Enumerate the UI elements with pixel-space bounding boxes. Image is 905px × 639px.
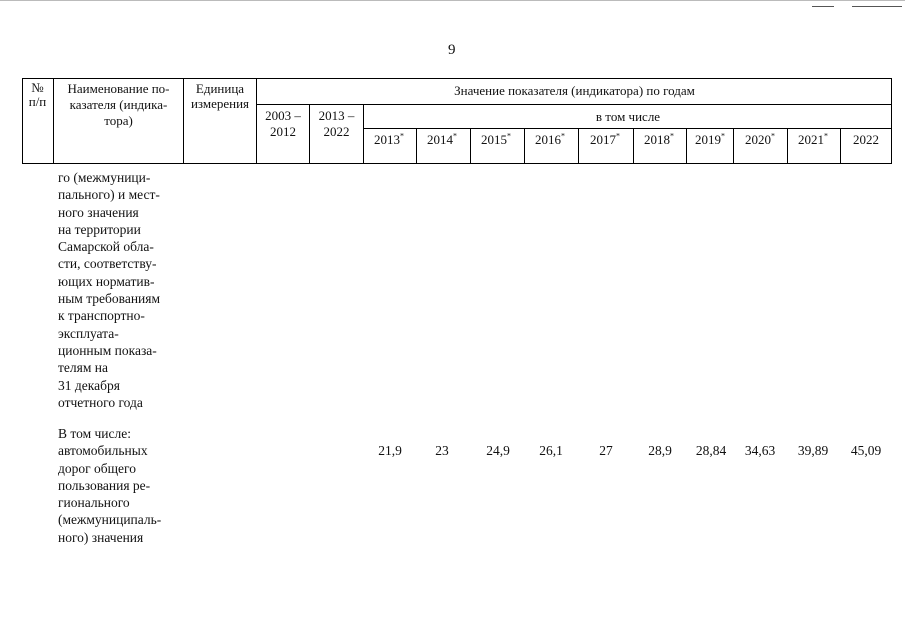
- header-col-values: Значение показателя (индикатора) по годам: [454, 83, 695, 98]
- year-2017: 2017*: [590, 131, 620, 147]
- value-2018: 28,9: [648, 443, 672, 458]
- year-2022: 2022: [853, 132, 879, 147]
- year-2019: 2019*: [695, 131, 725, 147]
- value-2015: 24,9: [486, 443, 510, 458]
- header-col-name: Наименование по- казателя (индика- тора): [67, 81, 170, 128]
- header-period-2003-2012: 2003 – 2012: [265, 108, 301, 139]
- year-2021: 2021*: [798, 131, 828, 147]
- value-2020: 34,63: [744, 443, 776, 458]
- value-2017: 27: [599, 443, 613, 458]
- value-2013: 21,9: [378, 443, 402, 458]
- scan-mark: [812, 6, 834, 7]
- year-2013: 2013*: [374, 131, 404, 147]
- year-2016: 2016*: [535, 131, 565, 147]
- value-2014: 23: [435, 443, 449, 458]
- value-2021: 39,89: [797, 443, 829, 458]
- value-2022: 45,09: [850, 443, 882, 458]
- year-2018: 2018*: [644, 131, 674, 147]
- header-col-unit: Единица измерения: [190, 81, 250, 111]
- scan-mark: [0, 0, 905, 1]
- value-2016: 26,1: [539, 443, 563, 458]
- value-2019: 28,84: [695, 443, 727, 458]
- header-col-number: № п/п: [28, 80, 47, 109]
- year-2020: 2020*: [745, 131, 775, 147]
- sub-item-name: В том числе: автомобильных дорог общего пользования ре- гионального (межмуниципаль- ного) значения: [58, 426, 162, 545]
- page-number: 9: [448, 42, 456, 58]
- header-period-2013-2022: 2013 – 2022: [318, 108, 355, 139]
- header-col-incl: в том числе: [595, 109, 661, 124]
- indicator-name-continuation: го (межмуници- пального) и мест- ного значения на территории Самарской обла- сти, соответству- ющих норматив- ным требованиям к транспортно- эксплуата- ционным показа- телям на 31 декабря отчетного года: [58, 170, 161, 410]
- year-2014: 2014*: [427, 131, 457, 147]
- scan-mark: [852, 6, 902, 7]
- year-2015: 2015*: [481, 131, 511, 147]
